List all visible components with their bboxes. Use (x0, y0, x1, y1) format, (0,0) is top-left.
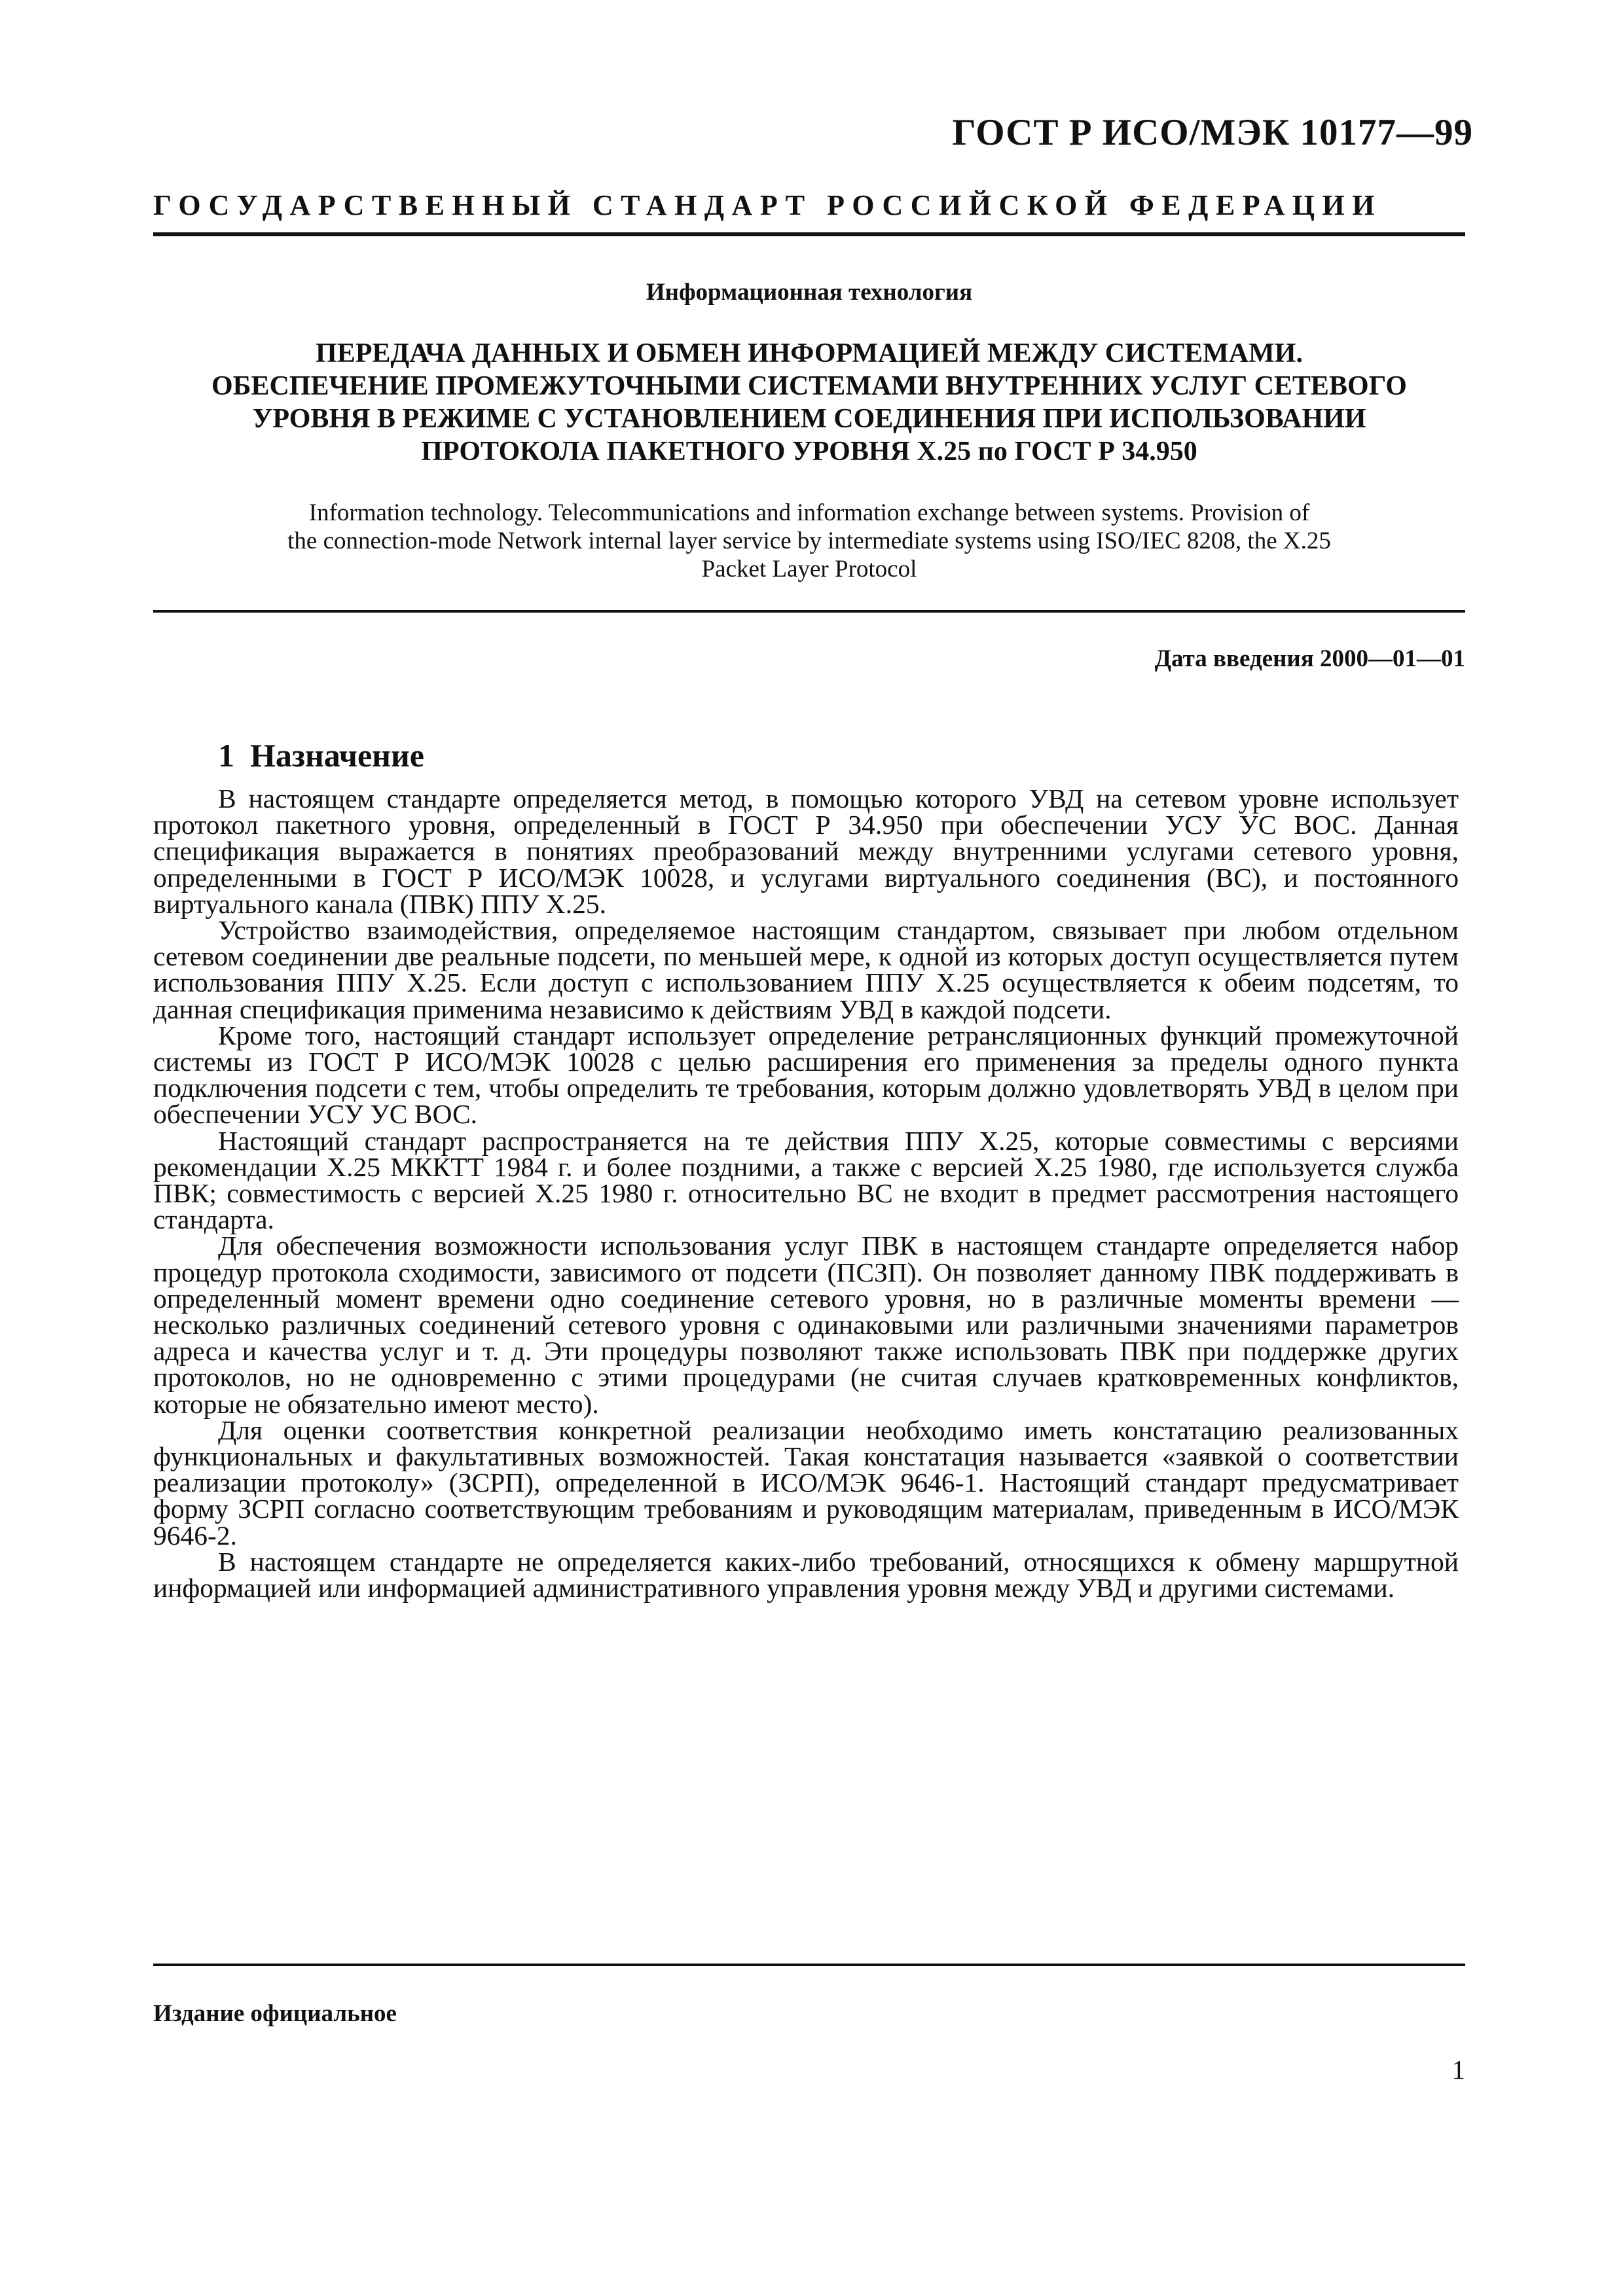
document-title (153, 337, 1465, 468)
section-title: Назначение (250, 737, 424, 774)
title-line: ПЕРЕДАЧА ДАННЫХ И ОБМЕН ИНФОРМАЦИЕЙ МЕЖДУ СИСТЕМАМИ. (316, 338, 1303, 368)
title-line: ОБЕСПЕЧЕНИЕ ПРОМЕЖУТОЧНЫМИ СИСТЕМАМИ ВНУТРЕННИХ УСЛУГ СЕТЕВОГО (211, 371, 1407, 401)
paragraph: В настоящем стандарте не определяется каких-либо требований, относящихся к обмену маршрутной информацией или информацией административного управления уровня между УВД и другими системами. (153, 1546, 1459, 1604)
paragraph: В настоящем стандарте определяется метод, в помощью которого УВД на сетевом уровне использует протокол пакетного уровня, определенный в ГОСТ Р 34.950 при обеспечении УСУ УС ВОС. Данная спецификация выражается в понятиях преобразований между внутренними услугами сетевого уровня, определенными в ГОСТ Р ИСО/МЭК 10028, и услугами виртуального соединения (ВС), и постоянного виртуального канала (ПВК) ППУ X.25. (153, 783, 1459, 919)
introduction-date: Дата введения 2000—01—01 (1154, 645, 1465, 672)
english-title-line: the connection-mode Network internal layer service by intermediate systems using ISO/IEC 8208, the X.25 (287, 528, 1331, 554)
subject-line: Информационная технология (646, 279, 973, 306)
section-body (153, 783, 1459, 1604)
paragraph: Для обеспечения возможности использования услуг ПВК в настоящем стандарте определяется набор процедур протокола сходимости, зависимого от подсети (ПСЗП). Он позволяет данному ПВК поддерживать в определенный момент времени одно соединение сетевого уровня, но в различные моменты времени — несколько различных соединений сетевого уровня с одинаковыми или различными значениями параметров адреса и качества услуг и т. д. Эти процедуры позволяют также использовать ПВК при поддержке других протоколов, но не одновременно с этими процедурами (не считая случаев кратковременных конфликтов, которые не обязательно имеют место). (153, 1230, 1459, 1419)
footer-rule (153, 1964, 1465, 1966)
paragraph: Настоящий стандарт распространяется на те действия ППУ X.25, которые совместимы с версиями рекомендации X.25 МККТТ 1984 г. и более поздними, а также с версией X.25 1980, где используется служба ПВК; совместимость с версией X.25 1980 г. относительно ВС не входит в предмет рассмотрения настоящего стандарта. (153, 1125, 1459, 1235)
gost-number: ГОСТ Р ИСО/МЭК 10177—99 (952, 112, 1473, 153)
section-heading (218, 736, 440, 774)
paragraph: Устройство взаимодействия, определяемое настоящим стандартом, связывает при любом отдельном сетевом соединении две реальные подсети, по меньшей мере, к одной из которых доступ осуществляется путем использования ППУ X.25. Если доступ с использованием ППУ X.25 осуществляется к обеим подсетям, то данная спецификация применима независимо к действиям УВД в каждой подсети. (153, 915, 1459, 1024)
header-rule (153, 232, 1465, 236)
page-number: 1 (1451, 2054, 1465, 2085)
title-rule (153, 610, 1465, 613)
state-standard-banner: ГОСУДАРСТВЕННЫЙ СТАНДАРТ РОССИЙСКОЙ ФЕДЕРАЦИИ (153, 189, 1382, 221)
title-line: ПРОТОКОЛА ПАКЕТНОГО УРОВНЯ X.25 по ГОСТ Р 34.950 (421, 437, 1197, 467)
paragraph: Для оценки соответствия конкретной реализации необходимо иметь констатацию реализованных функциональных и факультативных возможностей. Такая констатация называется «заявкой о соответствии реализации протоколу» (ЗСРП), определенной в ИСО/МЭК 9646-1. Настоящий стандарт предусматривает форму ЗСРП согласно соответствующим требованиям и руководящим материалам, приведенным в ИСО/МЭК 9646-2. (153, 1414, 1459, 1551)
edition-label: Издание официальное (153, 2000, 397, 2027)
section-number: 1 (218, 737, 234, 774)
title-line: УРОВНЯ В РЕЖИМЕ С УСТАНОВЛЕНИЕМ СОЕДИНЕНИЯ ПРИ ИСПОЛЬЗОВАНИИ (252, 404, 1366, 434)
paragraph: Кроме того, настоящий стандарт использует определение ретрансляционных функций промежуточной системы из ГОСТ Р ИСО/МЭК 10028 с целью расширения его применения за пределы одного пункта подключения подсети с тем, чтобы определить те требования, которым должно удовлетворять УВД в целом при обеспечении УСУ УС ВОС. (153, 1020, 1459, 1130)
english-title-line: Packet Layer Protocol (701, 556, 917, 583)
english-title (153, 499, 1465, 583)
english-title-line: Information technology. Telecommunications and information exchange between systems. Provision of (308, 499, 1310, 526)
